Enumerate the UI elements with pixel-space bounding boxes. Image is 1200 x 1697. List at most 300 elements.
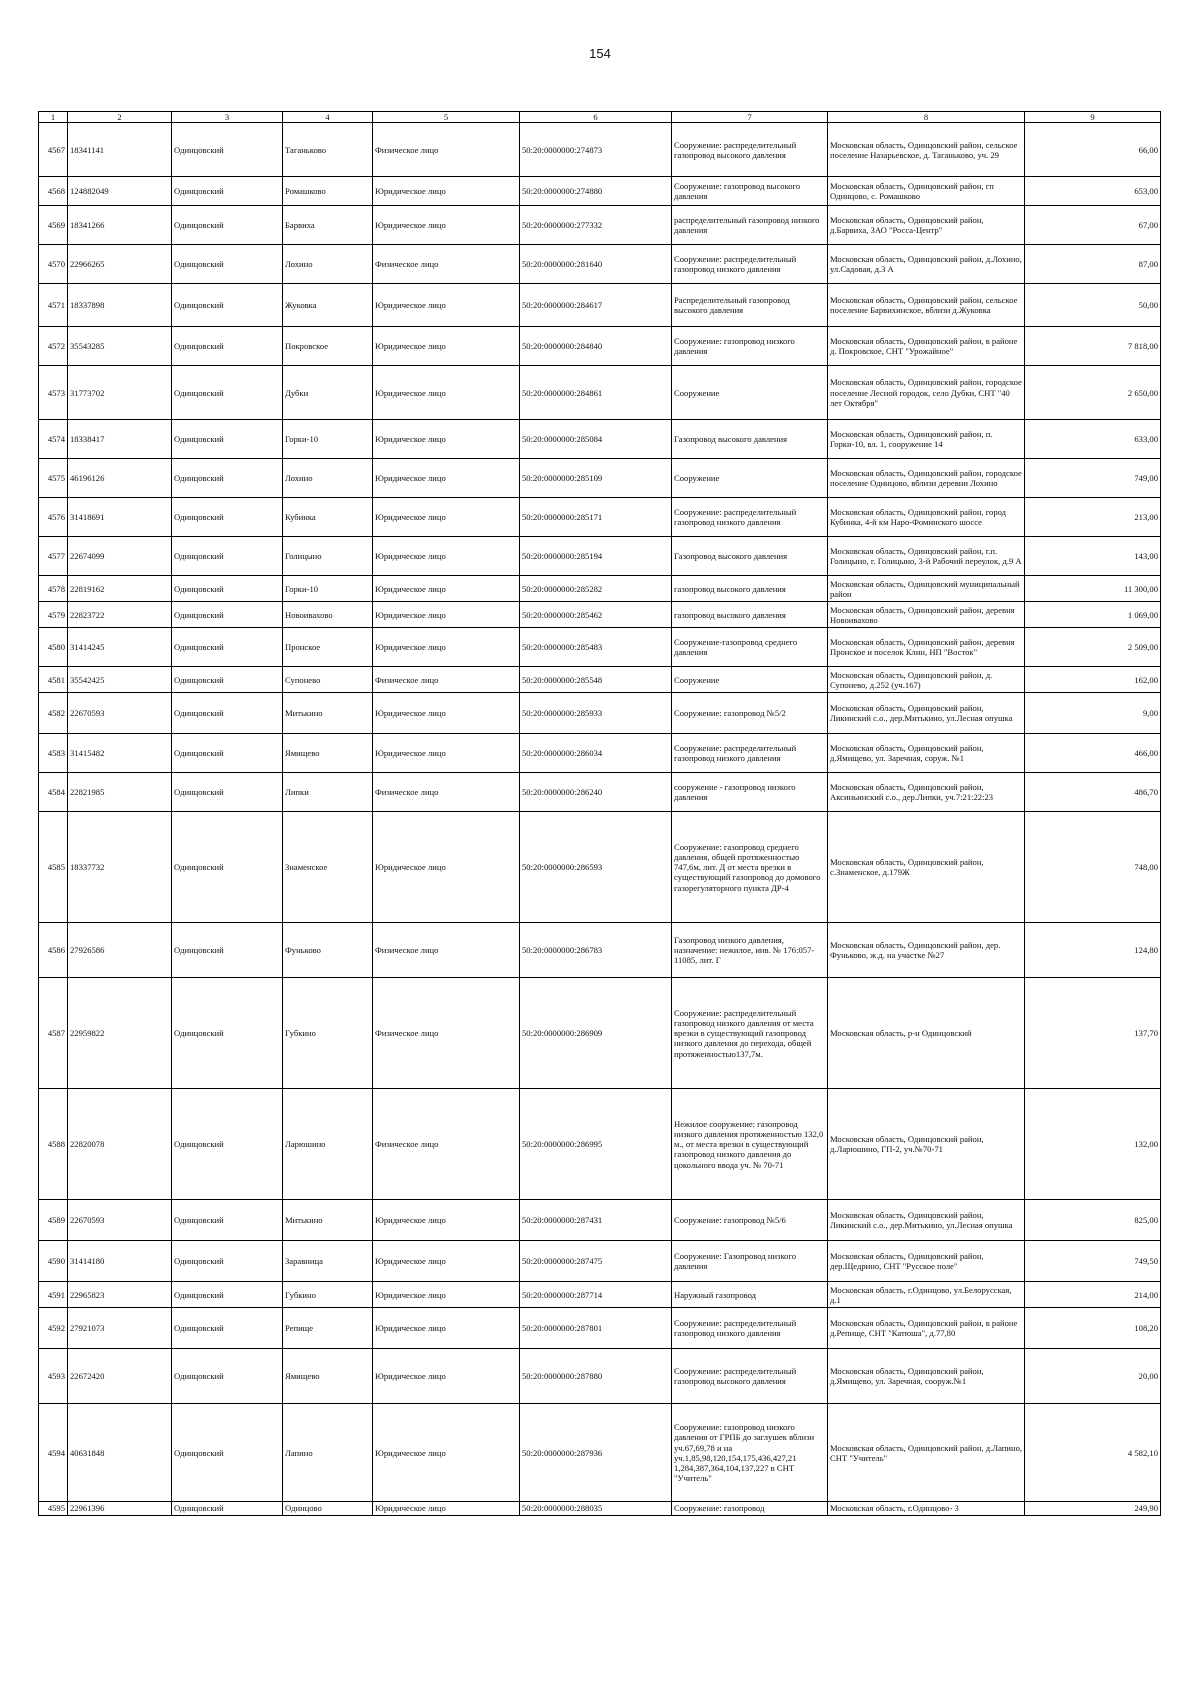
row-number-cell: 4590 (39, 1241, 68, 1282)
locality-cell: Таганьково (283, 123, 373, 177)
object-description-cell: Распределительный газопровод высокого давления (672, 284, 828, 327)
table-row (39, 693, 1161, 734)
cadastral-number-cell: 50:20:0000000:286034 (520, 734, 672, 773)
object-id-cell: 22961396 (68, 1502, 172, 1515)
owner-type-cell: Юридическое лицо (373, 206, 520, 245)
column-header: 5 (373, 112, 520, 123)
district-cell: Одинцовский (172, 1200, 283, 1241)
cadastral-number-cell: 50:20:0000000:285933 (520, 693, 672, 734)
object-id-cell: 18337898 (68, 284, 172, 327)
cadastral-number-cell: 50:20:0000000:277332 (520, 206, 672, 245)
district-cell: Одинцовский (172, 1502, 283, 1515)
length-value-cell: 2 509,00 (1025, 628, 1161, 667)
object-description-cell: Сооружение (672, 366, 828, 420)
cadastral-number-cell: 50:20:0000000:286783 (520, 923, 672, 978)
object-id-cell: 40631848 (68, 1404, 172, 1502)
object-id-cell: 18337732 (68, 812, 172, 923)
owner-type-cell: Юридическое лицо (373, 284, 520, 327)
length-value-cell: 653,00 (1025, 177, 1161, 206)
table-row (39, 734, 1161, 773)
owner-type-cell: Юридическое лицо (373, 812, 520, 923)
cadastral-number-cell: 50:20:0000000:287936 (520, 1404, 672, 1502)
object-description-cell: Газопровод высокого давления (672, 420, 828, 459)
cadastral-number-cell: 50:20:0000000:274873 (520, 123, 672, 177)
length-value-cell: 162,00 (1025, 667, 1161, 693)
length-value-cell: 214,00 (1025, 1282, 1161, 1308)
address-cell: Московская область, Одинцовский район, с.Знаменское, д.179Ж (828, 812, 1025, 923)
owner-type-cell: Юридическое лицо (373, 576, 520, 602)
object-description-cell: Сооружение (672, 667, 828, 693)
owner-type-cell: Юридическое лицо (373, 498, 520, 537)
cadastral-number-cell: 50:20:0000000:286240 (520, 773, 672, 812)
district-cell: Одинцовский (172, 1308, 283, 1349)
owner-type-cell: Юридическое лицо (373, 602, 520, 628)
locality-cell: Пронское (283, 628, 373, 667)
cadastral-number-cell: 50:20:0000000:287801 (520, 1308, 672, 1349)
locality-cell: Барвиха (283, 206, 373, 245)
length-value-cell: 7 818,00 (1025, 327, 1161, 366)
object-id-cell: 31414180 (68, 1241, 172, 1282)
address-cell: Московская область, Одинцовский район, городское поселение Лесной городок, село Дубки, СНТ "40 лет Октября" (828, 366, 1025, 420)
district-cell: Одинцовский (172, 576, 283, 602)
cadastral-number-cell: 50:20:0000000:285171 (520, 498, 672, 537)
address-cell: Московская область, Одинцовский район, Ликинский с.о., дер.Митькино, ул.Лесная опушка (828, 1200, 1025, 1241)
owner-type-cell: Физическое лицо (373, 978, 520, 1089)
district-cell: Одинцовский (172, 327, 283, 366)
locality-cell: Ямищево (283, 1349, 373, 1404)
row-number-cell: 4593 (39, 1349, 68, 1404)
length-value-cell: 9,00 (1025, 693, 1161, 734)
header-row (39, 112, 1161, 123)
address-cell: Московская область, Одинцовский район, Аксиньинский с.о., дер.Липки, уч.7:21:22:23 (828, 773, 1025, 812)
locality-cell: Одинцово (283, 1502, 373, 1515)
row-number-cell: 4587 (39, 978, 68, 1089)
district-cell: Одинцовский (172, 420, 283, 459)
district-cell: Одинцовский (172, 123, 283, 177)
owner-type-cell: Физическое лицо (373, 667, 520, 693)
row-number-cell: 4572 (39, 327, 68, 366)
cadastral-number-cell: 50:20:0000000:285483 (520, 628, 672, 667)
length-value-cell: 825,00 (1025, 1200, 1161, 1241)
table-row (39, 1404, 1161, 1502)
object-id-cell: 35542425 (68, 667, 172, 693)
object-id-cell: 31415482 (68, 734, 172, 773)
locality-cell: Голицыно (283, 537, 373, 576)
locality-cell: Губкино (283, 1282, 373, 1308)
cadastral-number-cell: 50:20:0000000:287714 (520, 1282, 672, 1308)
table-row (39, 576, 1161, 602)
owner-type-cell: Физическое лицо (373, 773, 520, 812)
row-number-cell: 4579 (39, 602, 68, 628)
cadastral-number-cell: 50:20:0000000:285109 (520, 459, 672, 498)
cadastral-number-cell: 50:20:0000000:284617 (520, 284, 672, 327)
column-header: 7 (672, 112, 828, 123)
locality-cell: Кубинка (283, 498, 373, 537)
object-id-cell: 22823722 (68, 602, 172, 628)
address-cell: Московская область, Одинцовский район, в районе д. Покровское, СНТ "Урожайное" (828, 327, 1025, 366)
object-id-cell: 22965823 (68, 1282, 172, 1308)
object-description-cell: Газопровод высокого давления (672, 537, 828, 576)
district-cell: Одинцовский (172, 773, 283, 812)
cadastral-number-cell: 50:20:0000000:285194 (520, 537, 672, 576)
district-cell: Одинцовский (172, 1349, 283, 1404)
table-row (39, 978, 1161, 1089)
row-number-cell: 4585 (39, 812, 68, 923)
owner-type-cell: Физическое лицо (373, 923, 520, 978)
district-cell: Одинцовский (172, 284, 283, 327)
address-cell: Московская область, Одинцовский район, деревня Пронское и поселок Клин, НП "Восток" (828, 628, 1025, 667)
object-description-cell: Сооружение: газопровод низкого давления (672, 327, 828, 366)
table-row (39, 1349, 1161, 1404)
owner-type-cell: Юридическое лицо (373, 537, 520, 576)
object-description-cell: Сооружение: газопровод низкого давления от ГРПБ до заглушек вблизи уч.67,69,78 и на уч.1,85,98,120,154,175,436,427,21 1,284,387,364,104,137,227 в СНТ "Учитель" (672, 1404, 828, 1502)
table-row (39, 123, 1161, 177)
row-number-cell: 4567 (39, 123, 68, 177)
locality-cell: Митькино (283, 1200, 373, 1241)
table-row (39, 1282, 1161, 1308)
address-cell: Московская область, Одинцовский район, Ликинский с.о., дер.Митькино, ул.Лесная опушка (828, 693, 1025, 734)
district-cell: Одинцовский (172, 537, 283, 576)
table-row (39, 1308, 1161, 1349)
table-row (39, 1502, 1161, 1515)
object-description-cell: Сооружение: распределительный газопровод низкого давления (672, 734, 828, 773)
row-number-cell: 4582 (39, 693, 68, 734)
object-id-cell: 18341266 (68, 206, 172, 245)
owner-type-cell: Юридическое лицо (373, 420, 520, 459)
object-id-cell: 22670593 (68, 1200, 172, 1241)
locality-cell: Ларюшино (283, 1089, 373, 1200)
owner-type-cell: Юридическое лицо (373, 628, 520, 667)
object-description-cell: Сооружение: газопровод №5/2 (672, 693, 828, 734)
address-cell: Московская область, Одинцовский район, город Кубинка, 4-й км Наро-Фоминского шоссе (828, 498, 1025, 537)
district-cell: Одинцовский (172, 1282, 283, 1308)
object-description-cell: Сооружение: распределительный газопровод низкого давления от места врезки в существующий газопровод низкого давления до перехода, общей протяженностью137,7м. (672, 978, 828, 1089)
district-cell: Одинцовский (172, 177, 283, 206)
table-row (39, 206, 1161, 245)
locality-cell: Знаменское (283, 812, 373, 923)
table-row (39, 537, 1161, 576)
table-row (39, 1241, 1161, 1282)
cadastral-number-cell: 50:20:0000000:285462 (520, 602, 672, 628)
length-value-cell: 50,00 (1025, 284, 1161, 327)
row-number-cell: 4592 (39, 1308, 68, 1349)
cadastral-number-cell: 50:20:0000000:285282 (520, 576, 672, 602)
district-cell: Одинцовский (172, 812, 283, 923)
owner-type-cell: Юридическое лицо (373, 1241, 520, 1282)
object-id-cell: 27926586 (68, 923, 172, 978)
row-number-cell: 4569 (39, 206, 68, 245)
address-cell: Московская область, Одинцовский район, гп Одинцово, с. Ромашково (828, 177, 1025, 206)
table-row (39, 284, 1161, 327)
length-value-cell: 1 069,00 (1025, 602, 1161, 628)
cadastral-number-cell: 50:20:0000000:286995 (520, 1089, 672, 1200)
row-number-cell: 4568 (39, 177, 68, 206)
length-value-cell: 749,50 (1025, 1241, 1161, 1282)
column-header: 2 (68, 112, 172, 123)
owner-type-cell: Юридическое лицо (373, 1349, 520, 1404)
cadastral-number-cell: 50:20:0000000:287880 (520, 1349, 672, 1404)
object-id-cell: 22966265 (68, 245, 172, 284)
locality-cell: Митькино (283, 693, 373, 734)
length-value-cell: 4 582,10 (1025, 1404, 1161, 1502)
owner-type-cell: Физическое лицо (373, 123, 520, 177)
table-row (39, 245, 1161, 284)
row-number-cell: 4571 (39, 284, 68, 327)
address-cell: Московская область, Одинцовский район, сельское поселение Назарьевское, д. Таганьково, уч. 29 (828, 123, 1025, 177)
address-cell: Московская область, Одинцовский район, п. Горки-10, вл. 1, сооружение 14 (828, 420, 1025, 459)
object-id-cell: 124882049 (68, 177, 172, 206)
cadastral-number-cell: 50:20:0000000:284861 (520, 366, 672, 420)
object-id-cell: 31418691 (68, 498, 172, 537)
owner-type-cell: Юридическое лицо (373, 366, 520, 420)
locality-cell: Лохино (283, 245, 373, 284)
district-cell: Одинцовский (172, 923, 283, 978)
object-id-cell: 31773702 (68, 366, 172, 420)
district-cell: Одинцовский (172, 1089, 283, 1200)
district-cell: Одинцовский (172, 978, 283, 1089)
length-value-cell: 2 650,00 (1025, 366, 1161, 420)
cadastral-number-cell: 50:20:0000000:285548 (520, 667, 672, 693)
table-row (39, 667, 1161, 693)
table-row (39, 420, 1161, 459)
table-row (39, 327, 1161, 366)
district-cell: Одинцовский (172, 206, 283, 245)
owner-type-cell: Юридическое лицо (373, 1282, 520, 1308)
length-value-cell: 20,00 (1025, 1349, 1161, 1404)
object-id-cell: 22674099 (68, 537, 172, 576)
length-value-cell: 66,00 (1025, 123, 1161, 177)
address-cell: Московская область, Одинцовский район, сельское поселение Барвихинское, вблизи д.Жуковка (828, 284, 1025, 327)
table-row (39, 498, 1161, 537)
object-id-cell: 46196126 (68, 459, 172, 498)
registry-table (38, 111, 1161, 1516)
locality-cell: Липки (283, 773, 373, 812)
object-id-cell: 22670593 (68, 693, 172, 734)
row-number-cell: 4595 (39, 1502, 68, 1515)
length-value-cell: 137,70 (1025, 978, 1161, 1089)
locality-cell: Супонево (283, 667, 373, 693)
owner-type-cell: Юридическое лицо (373, 327, 520, 366)
length-value-cell: 486,70 (1025, 773, 1161, 812)
table-row (39, 628, 1161, 667)
locality-cell: Заравница (283, 1241, 373, 1282)
address-cell: Московская область, Одинцовский район, д.Лохино, ул.Садовая, д.3 А (828, 245, 1025, 284)
object-description-cell: газопровод высокого давления (672, 602, 828, 628)
object-description-cell: Сооружение (672, 459, 828, 498)
cadastral-number-cell: 50:20:0000000:274880 (520, 177, 672, 206)
length-value-cell: 143,00 (1025, 537, 1161, 576)
length-value-cell: 108,20 (1025, 1308, 1161, 1349)
object-description-cell: Сооружение: газопровод (672, 1502, 828, 1515)
length-value-cell: 249,90 (1025, 1502, 1161, 1515)
address-cell: Московская область, р-н Одинцовский (828, 978, 1025, 1089)
column-header: 3 (172, 112, 283, 123)
table-body (39, 123, 1161, 1515)
length-value-cell: 748,00 (1025, 812, 1161, 923)
locality-cell: Горки-10 (283, 576, 373, 602)
district-cell: Одинцовский (172, 602, 283, 628)
length-value-cell: 11 300,00 (1025, 576, 1161, 602)
table-row (39, 602, 1161, 628)
row-number-cell: 4589 (39, 1200, 68, 1241)
address-cell: Московская область, Одинцовский муниципальный район (828, 576, 1025, 602)
locality-cell: Репище (283, 1308, 373, 1349)
address-cell: Московская область, Одинцовский район, д.Ямищево, ул. Заречная, соруж. №1 (828, 734, 1025, 773)
address-cell: Московская область, Одинцовский район, в районе д.Репище, СНТ "Катюша", д.77,80 (828, 1308, 1025, 1349)
object-id-cell: 27921073 (68, 1308, 172, 1349)
address-cell: Московская область, Одинцовский район, д.Лапино, СНТ "Учитель" (828, 1404, 1025, 1502)
object-description-cell: сооружение - газопровод низкого давления (672, 773, 828, 812)
table-row (39, 773, 1161, 812)
district-cell: Одинцовский (172, 667, 283, 693)
row-number-cell: 4581 (39, 667, 68, 693)
object-description-cell: Сооружение: распределительный газопровод высокого давления (672, 123, 828, 177)
cadastral-number-cell: 50:20:0000000:285084 (520, 420, 672, 459)
table-row (39, 812, 1161, 923)
address-cell: Московская область, Одинцовский район, деревня Новоивахово (828, 602, 1025, 628)
district-cell: Одинцовский (172, 366, 283, 420)
address-cell: Московская область, Одинцовский район, д.Барвиха, ЗАО "Росса-Центр" (828, 206, 1025, 245)
district-cell: Одинцовский (172, 459, 283, 498)
row-number-cell: 4586 (39, 923, 68, 978)
owner-type-cell: Юридическое лицо (373, 1404, 520, 1502)
row-number-cell: 4588 (39, 1089, 68, 1200)
cadastral-number-cell: 50:20:0000000:281640 (520, 245, 672, 284)
locality-cell: Новоивахово (283, 602, 373, 628)
object-description-cell: Сооружение: газопровод №5/6 (672, 1200, 828, 1241)
district-cell: Одинцовский (172, 245, 283, 284)
cadastral-number-cell: 50:20:0000000:286909 (520, 978, 672, 1089)
row-number-cell: 4574 (39, 420, 68, 459)
owner-type-cell: Юридическое лицо (373, 1308, 520, 1349)
object-description-cell: Газопровод низкого давления, назначение: нежилое, инв. № 176:057-11085, лит. Г (672, 923, 828, 978)
owner-type-cell: Юридическое лицо (373, 1502, 520, 1515)
object-id-cell: 35543285 (68, 327, 172, 366)
locality-cell: Горки-10 (283, 420, 373, 459)
row-number-cell: 4583 (39, 734, 68, 773)
cadastral-number-cell: 50:20:0000000:284840 (520, 327, 672, 366)
column-header: 1 (39, 112, 68, 123)
table-row (39, 459, 1161, 498)
object-description-cell: Сооружение: распределительный газопровод низкого давления (672, 1308, 828, 1349)
row-number-cell: 4576 (39, 498, 68, 537)
object-id-cell: 22819162 (68, 576, 172, 602)
object-description-cell: газопровод высокого давления (672, 576, 828, 602)
object-id-cell: 18338417 (68, 420, 172, 459)
address-cell: Московская область, Одинцовский район, дер.Щедрино, СНТ "Русское поле" (828, 1241, 1025, 1282)
length-value-cell: 213,00 (1025, 498, 1161, 537)
length-value-cell: 67,00 (1025, 206, 1161, 245)
locality-cell: Лапино (283, 1404, 373, 1502)
object-id-cell: 22821985 (68, 773, 172, 812)
object-id-cell: 31414245 (68, 628, 172, 667)
row-number-cell: 4584 (39, 773, 68, 812)
table-row (39, 177, 1161, 206)
district-cell: Одинцовский (172, 1241, 283, 1282)
district-cell: Одинцовский (172, 734, 283, 773)
locality-cell: Покровское (283, 327, 373, 366)
column-header: 4 (283, 112, 373, 123)
owner-type-cell: Юридическое лицо (373, 459, 520, 498)
length-value-cell: 466,00 (1025, 734, 1161, 773)
length-value-cell: 87,00 (1025, 245, 1161, 284)
owner-type-cell: Юридическое лицо (373, 693, 520, 734)
address-cell: Московская область, Одинцовский район, д. Супонево, д.252 (уч.167) (828, 667, 1025, 693)
object-description-cell: распределительный газопровод низкого давления (672, 206, 828, 245)
length-value-cell: 132,00 (1025, 1089, 1161, 1200)
district-cell: Одинцовский (172, 628, 283, 667)
cadastral-number-cell: 50:20:0000000:287431 (520, 1200, 672, 1241)
district-cell: Одинцовский (172, 498, 283, 537)
address-cell: Московская область, Одинцовский район, д.Ларюшино, ГП-2, уч.№70-71 (828, 1089, 1025, 1200)
locality-cell: Жуковка (283, 284, 373, 327)
locality-cell: Фуньково (283, 923, 373, 978)
locality-cell: Дубки (283, 366, 373, 420)
length-value-cell: 633,00 (1025, 420, 1161, 459)
row-number-cell: 4573 (39, 366, 68, 420)
row-number-cell: 4591 (39, 1282, 68, 1308)
owner-type-cell: Юридическое лицо (373, 177, 520, 206)
object-id-cell: 18341141 (68, 123, 172, 177)
address-cell: Московская область, г.Одинцово, ул.Белорусская, д.1 (828, 1282, 1025, 1308)
table-row (39, 366, 1161, 420)
object-description-cell: Нежилое сооружение: газопровод низкого давления протяженностью 132,0 м., от места врезки в существующий газопровод низкого давления до цокольного ввода уч. № 70-71 (672, 1089, 828, 1200)
object-id-cell: 22672420 (68, 1349, 172, 1404)
length-value-cell: 749,00 (1025, 459, 1161, 498)
column-header: 8 (828, 112, 1025, 123)
address-cell: Московская область, Одинцовский район, городское поселение Одинцово, вблизи деревни Лохино (828, 459, 1025, 498)
object-description-cell: Сооружение: газопровод высокого давления (672, 177, 828, 206)
address-cell: Московская область, Одинцовский район, дер. Фуньково, ж.д. на участке №27 (828, 923, 1025, 978)
district-cell: Одинцовский (172, 693, 283, 734)
cadastral-number-cell: 50:20:0000000:288035 (520, 1502, 672, 1515)
table-row (39, 923, 1161, 978)
object-description-cell: Сооружение-газопровод среднего давления (672, 628, 828, 667)
page-number: 154 (589, 46, 611, 61)
object-id-cell: 22959822 (68, 978, 172, 1089)
object-description-cell: Сооружение: газопровод среднего давления, общей протяженностью 747,6м, лит. Д от места врезки в существующий газопровод до домового газорегуляторного пункта ДР-4 (672, 812, 828, 923)
row-number-cell: 4594 (39, 1404, 68, 1502)
locality-cell: Ромашково (283, 177, 373, 206)
length-value-cell: 124,80 (1025, 923, 1161, 978)
owner-type-cell: Юридическое лицо (373, 734, 520, 773)
table-row (39, 1200, 1161, 1241)
row-number-cell: 4577 (39, 537, 68, 576)
row-number-cell: 4580 (39, 628, 68, 667)
object-description-cell: Сооружение: распределительный газопровод низкого давления (672, 245, 828, 284)
locality-cell: Лохино (283, 459, 373, 498)
row-number-cell: 4570 (39, 245, 68, 284)
cadastral-number-cell: 50:20:0000000:286593 (520, 812, 672, 923)
locality-cell: Ямищево (283, 734, 373, 773)
owner-type-cell: Физическое лицо (373, 1089, 520, 1200)
owner-type-cell: Физическое лицо (373, 245, 520, 284)
table-row (39, 1089, 1161, 1200)
object-description-cell: Наружный газопровод (672, 1282, 828, 1308)
object-description-cell: Сооружение: распределительный газопровод низкого давления (672, 498, 828, 537)
cadastral-number-cell: 50:20:0000000:287475 (520, 1241, 672, 1282)
column-header: 6 (520, 112, 672, 123)
column-header: 9 (1025, 112, 1161, 123)
row-number-cell: 4575 (39, 459, 68, 498)
row-number-cell: 4578 (39, 576, 68, 602)
object-description-cell: Сооружение: Газопровод низкого давления (672, 1241, 828, 1282)
locality-cell: Губкино (283, 978, 373, 1089)
address-cell: Московская область, Одинцовский район, г.п. Голицыно, г. Голицыно, 3-й Рабочий переулок, д.9 А (828, 537, 1025, 576)
district-cell: Одинцовский (172, 1404, 283, 1502)
object-id-cell: 22820078 (68, 1089, 172, 1200)
owner-type-cell: Юридическое лицо (373, 1200, 520, 1241)
